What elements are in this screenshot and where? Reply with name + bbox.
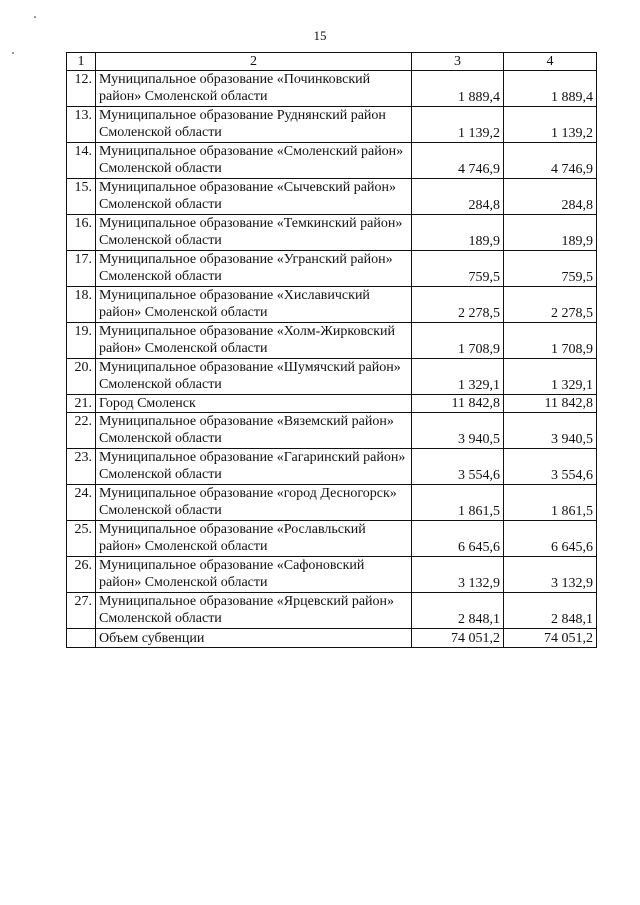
row-number: 19. <box>67 323 96 359</box>
row-number: 12. <box>67 71 96 107</box>
amount-col4: 3 940,5 <box>504 413 597 449</box>
amount-col4: 4 746,9 <box>504 143 597 179</box>
row-number: 22. <box>67 413 96 449</box>
table-row <box>67 215 597 251</box>
municipality-name: Муниципальное образование «Сычевский район» Смоленской области <box>96 179 412 215</box>
row-number: 17. <box>67 251 96 287</box>
amount-col3: 2 278,5 <box>412 287 504 323</box>
amount-col3: 3 554,6 <box>412 449 504 485</box>
amount-col3: 1 861,5 <box>412 485 504 521</box>
row-number: 23. <box>67 449 96 485</box>
amount-col4: 284,8 <box>504 179 597 215</box>
municipality-name: Муниципальное образование «Темкинский район» Смоленской области <box>96 215 412 251</box>
table-row <box>67 521 597 557</box>
municipality-name: Муниципальное образование Руднянский район Смоленской области <box>96 107 412 143</box>
municipality-name: Муниципальное образование «Холм-Жирковский район» Смоленской области <box>96 323 412 359</box>
total-row <box>67 629 597 648</box>
amount-col4: 2 848,1 <box>504 593 597 629</box>
row-number: 18. <box>67 287 96 323</box>
amount-col3: 3 940,5 <box>412 413 504 449</box>
amount-col3: 1 139,2 <box>412 107 504 143</box>
municipality-name: Муниципальное образование «Гагаринский район» Смоленской области <box>96 449 412 485</box>
table-row <box>67 251 597 287</box>
amount-col3: 1 329,1 <box>412 359 504 395</box>
row-number: 27. <box>67 593 96 629</box>
municipality-name: Город Смоленск <box>96 395 412 413</box>
row-number: 20. <box>67 359 96 395</box>
amount-col3: 3 132,9 <box>412 557 504 593</box>
scan-speck <box>34 16 36 18</box>
scan-speck <box>12 52 14 54</box>
column-header-4: 4 <box>504 53 597 71</box>
column-header-2: 2 <box>96 53 412 71</box>
amount-col3: 1 708,9 <box>412 323 504 359</box>
amount-col4: 189,9 <box>504 215 597 251</box>
amount-col4: 3 132,9 <box>504 557 597 593</box>
amount-col4: 3 554,6 <box>504 449 597 485</box>
amount-col4: 2 278,5 <box>504 287 597 323</box>
table-row <box>67 395 597 413</box>
table-row <box>67 485 597 521</box>
municipality-name: Муниципальное образование «Рославльский район» Смоленской области <box>96 521 412 557</box>
amount-col4: 1 329,1 <box>504 359 597 395</box>
table-header-row <box>67 53 597 71</box>
total-row-number <box>67 629 96 648</box>
amount-col4: 1 861,5 <box>504 485 597 521</box>
table-row <box>67 413 597 449</box>
subsidy-table <box>66 52 597 648</box>
municipality-name: Муниципальное образование «Шумячский район» Смоленской области <box>96 359 412 395</box>
row-number: 26. <box>67 557 96 593</box>
total-amount-col3: 74 051,2 <box>412 629 504 648</box>
page-number: 15 <box>313 28 327 43</box>
amount-col4: 759,5 <box>504 251 597 287</box>
table-row <box>67 107 597 143</box>
amount-col3: 1 889,4 <box>412 71 504 107</box>
amount-col3: 189,9 <box>412 215 504 251</box>
amount-col4: 6 645,6 <box>504 521 597 557</box>
total-amount-col4: 74 051,2 <box>504 629 597 648</box>
amount-col4: 1 708,9 <box>504 323 597 359</box>
row-number: 16. <box>67 215 96 251</box>
row-number: 25. <box>67 521 96 557</box>
table-row <box>67 143 597 179</box>
row-number: 13. <box>67 107 96 143</box>
municipality-name: Муниципальное образование «Вяземский район» Смоленской области <box>96 413 412 449</box>
amount-col4: 1 139,2 <box>504 107 597 143</box>
table-row <box>67 449 597 485</box>
municipality-name: Муниципальное образование «Починковский район» Смоленской области <box>96 71 412 107</box>
table-row <box>67 71 597 107</box>
column-header-3: 3 <box>412 53 504 71</box>
column-header-1: 1 <box>67 53 96 71</box>
amount-col3: 759,5 <box>412 251 504 287</box>
table-row <box>67 179 597 215</box>
municipality-name: Муниципальное образование «Хиславичский район» Смоленской области <box>96 287 412 323</box>
amount-col3: 4 746,9 <box>412 143 504 179</box>
amount-col3: 11 842,8 <box>412 395 504 413</box>
table-row <box>67 593 597 629</box>
municipality-name: Муниципальное образование «город Десногорск» Смоленской области <box>96 485 412 521</box>
table-row <box>67 557 597 593</box>
municipality-name: Муниципальное образование «Ярцевский район» Смоленской области <box>96 593 412 629</box>
amount-col4: 1 889,4 <box>504 71 597 107</box>
row-number: 21. <box>67 395 96 413</box>
row-number: 14. <box>67 143 96 179</box>
amount-col4: 11 842,8 <box>504 395 597 413</box>
total-label: Объем субвенции <box>96 629 412 648</box>
amount-col3: 284,8 <box>412 179 504 215</box>
municipality-name: Муниципальное образование «Сафоновский район» Смоленской области <box>96 557 412 593</box>
municipality-name: Муниципальное образование «Угранский район» Смоленской области <box>96 251 412 287</box>
municipality-name: Муниципальное образование «Смоленский район» Смоленской области <box>96 143 412 179</box>
amount-col3: 6 645,6 <box>412 521 504 557</box>
row-number: 24. <box>67 485 96 521</box>
amount-col3: 2 848,1 <box>412 593 504 629</box>
table-row <box>67 287 597 323</box>
row-number: 15. <box>67 179 96 215</box>
table-row <box>67 323 597 359</box>
table-row <box>67 359 597 395</box>
